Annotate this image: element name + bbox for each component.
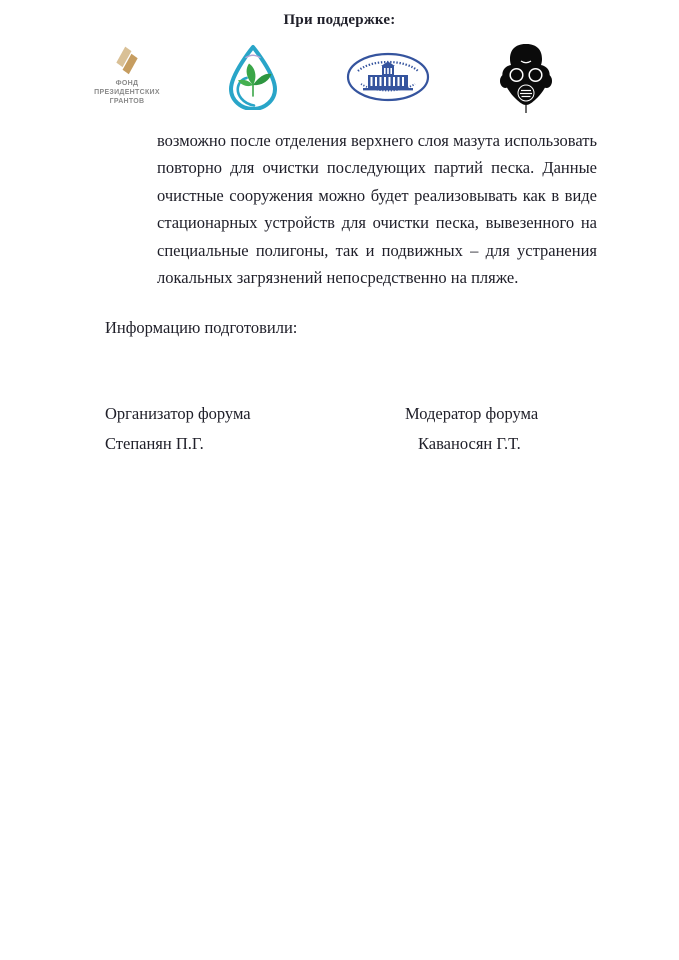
water-drop-leaf-icon [222, 44, 284, 110]
fund-parallelograms-icon [112, 44, 142, 76]
moderator-role-label: Модератор форума [405, 404, 539, 423]
gas-mask-logo [496, 42, 556, 114]
institution-oval-emblem-logo [346, 52, 430, 102]
supporters-logos-row [0, 0, 679, 120]
fund-caption-line: ПРЕЗИДЕНТСКИХ [94, 89, 160, 96]
fund-caption-line: ФОНД [115, 80, 139, 87]
page-title: При поддержке: [283, 12, 396, 28]
organizer-role-label: Организатор форума [105, 404, 251, 423]
gas-mask-icon [496, 42, 556, 114]
fund-caption [94, 79, 160, 106]
building-emblem-icon [346, 52, 430, 102]
presidential-grants-fund-logo [94, 44, 160, 106]
eco-water-drop-logo [222, 44, 284, 110]
fund-caption-line: ГРАНТОВ [109, 98, 145, 105]
prepared-by-label: Информацию подготовили: [105, 318, 298, 337]
body-paragraph: возможно после отделения верхнего слоя мазута использовать повторно для очистки последующих партий песка. Данные очистные сооружения можно будет реализовывать как в виде стационарных устройств для очистки песка, вывезенного на специальные полигоны, так и подвижных – для устранения локальных загрязнений непосредственно на пляже. [157, 131, 597, 288]
moderator-name: Каваносян Г.Т. [418, 434, 521, 453]
organizer-name: Степанян П.Г. [105, 434, 204, 453]
